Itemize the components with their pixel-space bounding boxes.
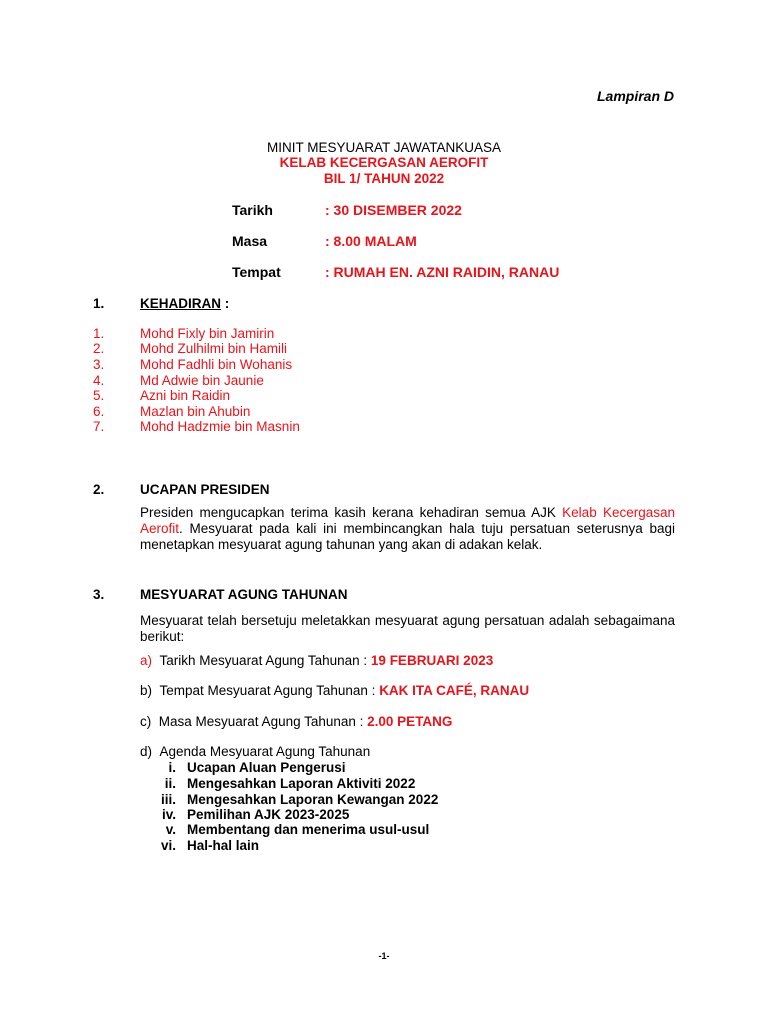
section-heading-attendance bbox=[140, 296, 229, 311]
president-speech-paragraph bbox=[140, 505, 675, 553]
agm-time-item bbox=[140, 714, 452, 729]
agm-date-item bbox=[140, 653, 493, 668]
list-item-number: 1. bbox=[93, 326, 105, 341]
venue-value-text: : RUMAH EN. AZNI RAIDIN, RANAU bbox=[325, 264, 560, 280]
section-number: 2. bbox=[93, 482, 105, 497]
date-label: Tarikh bbox=[232, 202, 273, 218]
item-letter: c) bbox=[140, 714, 152, 729]
list-item-number: 5. bbox=[93, 388, 105, 403]
agenda-item: Pemilihan AJK 2023-2025 bbox=[187, 807, 350, 822]
agenda-item: Mengesahkan Laporan Kewangan 2022 bbox=[187, 792, 439, 807]
section-heading-agm: MESYUARAT AGUNG TAHUNAN bbox=[140, 587, 348, 602]
list-item-number: 7. bbox=[93, 419, 105, 434]
agm-intro-paragraph: Mesyuarat telah bersetuju meletakkan mesyuarat agung persatuan adalah sebagaimana berikut: bbox=[140, 613, 675, 644]
attendance-heading-colon: : bbox=[221, 296, 230, 311]
item-value: KAK ITA CAFÉ, RANAU bbox=[379, 683, 530, 698]
list-item-number: 6. bbox=[93, 404, 105, 419]
agenda-item: Hal-hal lain bbox=[187, 838, 260, 853]
club-name-inline: Kelab Kecergasan Aerofit bbox=[140, 505, 675, 536]
venue-label: Tempat bbox=[232, 264, 281, 280]
section-number: 3. bbox=[93, 587, 105, 602]
agenda-item: Ucapan Aluan Pengerusi bbox=[187, 760, 346, 775]
attendance-heading-text: KEHADIRAN bbox=[140, 296, 221, 311]
club-name-title: KELAB KECERGASAN AEROFIT bbox=[279, 155, 489, 170]
item-label: Agenda Mesyuarat Agung Tahunan bbox=[159, 744, 371, 759]
agenda-number: iii. bbox=[160, 792, 176, 807]
item-label: Tempat Mesyuarat Agung Tahunan : bbox=[159, 683, 380, 698]
document-title: MINIT MESYUARAT JAWATANKUASA bbox=[266, 140, 502, 155]
section-number: 1. bbox=[93, 296, 105, 311]
section-heading-president-speech: UCAPAN PRESIDEN bbox=[140, 482, 270, 497]
list-item-number: 3. bbox=[93, 357, 105, 372]
attachment-label: Lampiran D bbox=[596, 88, 674, 104]
attendee-name: Azni bin Raidin bbox=[140, 388, 231, 403]
meeting-number: BIL 1/ TAHUN 2022 bbox=[323, 171, 445, 186]
agenda-number: ii. bbox=[164, 776, 176, 791]
agenda-number: vi. bbox=[160, 838, 176, 853]
item-value: 2.00 PETANG bbox=[367, 714, 453, 729]
attendee-name: Md Adwie bin Jaunie bbox=[140, 373, 264, 388]
agm-venue-item bbox=[140, 683, 529, 698]
agenda-item: Membentang dan menerima usul-usul bbox=[187, 822, 430, 837]
item-label: Masa Mesyuarat Agung Tahunan : bbox=[158, 714, 368, 729]
time-value bbox=[325, 233, 417, 249]
item-letter: b) bbox=[140, 683, 153, 698]
time-label: Masa bbox=[232, 233, 268, 249]
attendee-name: Mohd Fixly bin Jamirin bbox=[140, 326, 275, 341]
attendee-name: Mohd Fadhli bin Wohanis bbox=[140, 357, 293, 372]
attendee-name: Mohd Hadzmie bin Masnin bbox=[140, 419, 300, 434]
agenda-item: Mengesahkan Laporan Aktiviti 2022 bbox=[187, 776, 416, 791]
list-item-number: 4. bbox=[93, 373, 105, 388]
date-value-text: : 30 DISEMBER 2022 bbox=[325, 202, 462, 218]
attendee-name: Mohd Zulhilmi bin Hamili bbox=[140, 341, 288, 356]
page-number: -1- bbox=[378, 951, 390, 961]
item-letter: d) bbox=[140, 744, 153, 759]
item-letter: a) bbox=[140, 653, 153, 668]
date-value bbox=[325, 202, 462, 218]
agenda-number: i. bbox=[168, 760, 176, 775]
agm-agenda-item bbox=[140, 744, 370, 759]
list-item-number: 2. bbox=[93, 341, 105, 356]
attendee-name: Mazlan bin Ahubin bbox=[140, 404, 251, 419]
venue-value bbox=[325, 264, 559, 280]
agenda-number: iv. bbox=[161, 807, 176, 822]
agenda-number: v. bbox=[165, 822, 176, 837]
paragraph-text: Presiden mengucapkan terima kasih kerana kehadiran semua AJK bbox=[140, 505, 563, 520]
paragraph-text: . Mesyuarat pada kali ini membincangkan hala tuju persatuan seterusnya bagi menetapkan mesyuarat agung tahunan yang akan di adakan kelak. bbox=[140, 521, 675, 552]
item-label: Tarikh Mesyuarat Agung Tahunan : bbox=[159, 653, 371, 668]
item-value: 19 FEBRUARI 2023 bbox=[370, 653, 494, 668]
time-value-text: : 8.00 MALAM bbox=[325, 233, 417, 249]
